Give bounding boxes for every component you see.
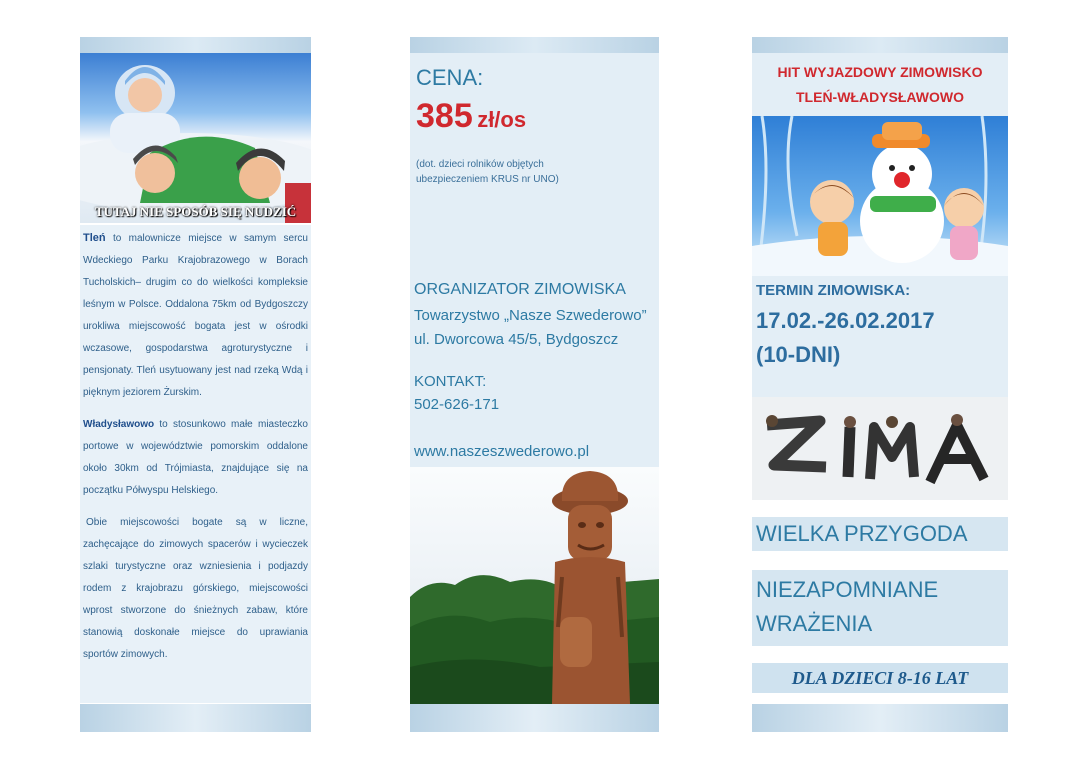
slogan-impressions-line-2: WRAŻENIA [756, 611, 873, 636]
kids-illustration [80, 53, 311, 223]
organizer-name: Towarzystwo „Nasze Szwederowo” [414, 307, 647, 324]
kids-in-snow-photo [80, 53, 311, 223]
lead-wladyslawowo: Władysławowo [83, 419, 155, 430]
snowman-kids-icon [752, 116, 1008, 276]
lead-tlen: Tleń [83, 232, 106, 244]
price-value: 385 [416, 97, 473, 135]
text-wladyslawowo: to stosunkowo małe miasteczko portowe w województwie pomorskim oddalone około 30km od Trójmiasta, znajdujące się na początku Półwyspu Helskiego. [83, 419, 308, 496]
paragraph-tlen [83, 227, 308, 404]
headline [752, 53, 1008, 116]
paragraph-wladyslawowo [83, 414, 308, 502]
website-link[interactable]: www.naszeszwederowo.pl [414, 443, 590, 460]
organizer-address: ul. Dworcowa 45/5, Bydgoszcz [414, 331, 619, 348]
age-group-text: DLA DZIECI 8-16 LAT [791, 668, 969, 688]
bottom-bar [80, 704, 311, 732]
headline-line-1: HIT WYJAZDOWY ZIMOWISKO [777, 64, 983, 80]
zima-snow-photo [752, 397, 1008, 500]
slogan-impressions-line-1: NIEZAPOMNIANE [756, 577, 939, 602]
bottom-bar [752, 704, 1008, 732]
description-text [80, 225, 311, 703]
contact-phone: 502-626-171 [414, 396, 500, 413]
age-group-banner [752, 663, 1008, 693]
zima-people-illustration [752, 397, 1008, 500]
slogan-impressions [752, 570, 1008, 646]
panel-right [752, 37, 1008, 732]
paragraph-attractions: Obie miejscowości bogate są w liczne, zachęcające do zimowych spacerów i wycieczek szlaki turystyczne oraz wzniesienia i podjazdy rodem z krajobrazu górskiego, miejscowości wprost stworzone do śnieżnych zabaw, które stanowią doskonałe miejsce do uprawiania sportów zimowych. [83, 517, 308, 660]
price-note: (dot. dzieci rolników objętych ubezpieczeniem KRUS nr UNO) [416, 159, 559, 185]
price-label: CENA: [416, 65, 484, 90]
term-label: TERMIN ZIMOWISKA: [756, 282, 911, 299]
wooden-statue-photo [410, 467, 659, 704]
bottom-bar [410, 704, 659, 732]
contact-label: KONTAKT: [414, 373, 487, 390]
slogan-adventure [752, 517, 1008, 551]
term-panel [752, 276, 1008, 397]
panel-middle [410, 37, 659, 732]
panel-left [80, 37, 311, 732]
price [416, 97, 526, 136]
photo-caption: TUTAJ NIE SPOSÓB SIĘ NUDZIĆ [94, 204, 297, 219]
top-bar [410, 37, 659, 53]
top-bar [752, 37, 1008, 53]
term-dates: 17.02.-26.02.2017 [756, 308, 935, 333]
organizer-label: ORGANIZATOR ZIMOWISKA [414, 281, 626, 298]
term-days: (10-DNI) [756, 342, 841, 367]
info-panel [410, 53, 659, 467]
price-unit: zł/os [477, 107, 527, 132]
top-bar [80, 37, 311, 53]
snowman-illustration [752, 116, 1008, 276]
headline-line-2: TLEŃ-WŁADYSŁAWOWO [796, 89, 964, 105]
slogan-adventure-text: WIELKA PRZYGODA [756, 521, 968, 546]
statue-illustration [410, 467, 659, 704]
text-tlen: to malownicze miejsce w samym sercu Wdeckiego Parku Krajobrazowego w Borach Tucholskich– drugim co do wielkości kompleksie leśnym w Polsce. Oddalona 75km od Bydgoszczy urokliwa miejscowość bogata jest w ośrodki wczasowe, gospodarstwa agroturystyczne i pensjonaty. Tleń usytuowany jest nad rzeką Wdą i pięknym jeziorem Żurskim. [83, 233, 308, 398]
